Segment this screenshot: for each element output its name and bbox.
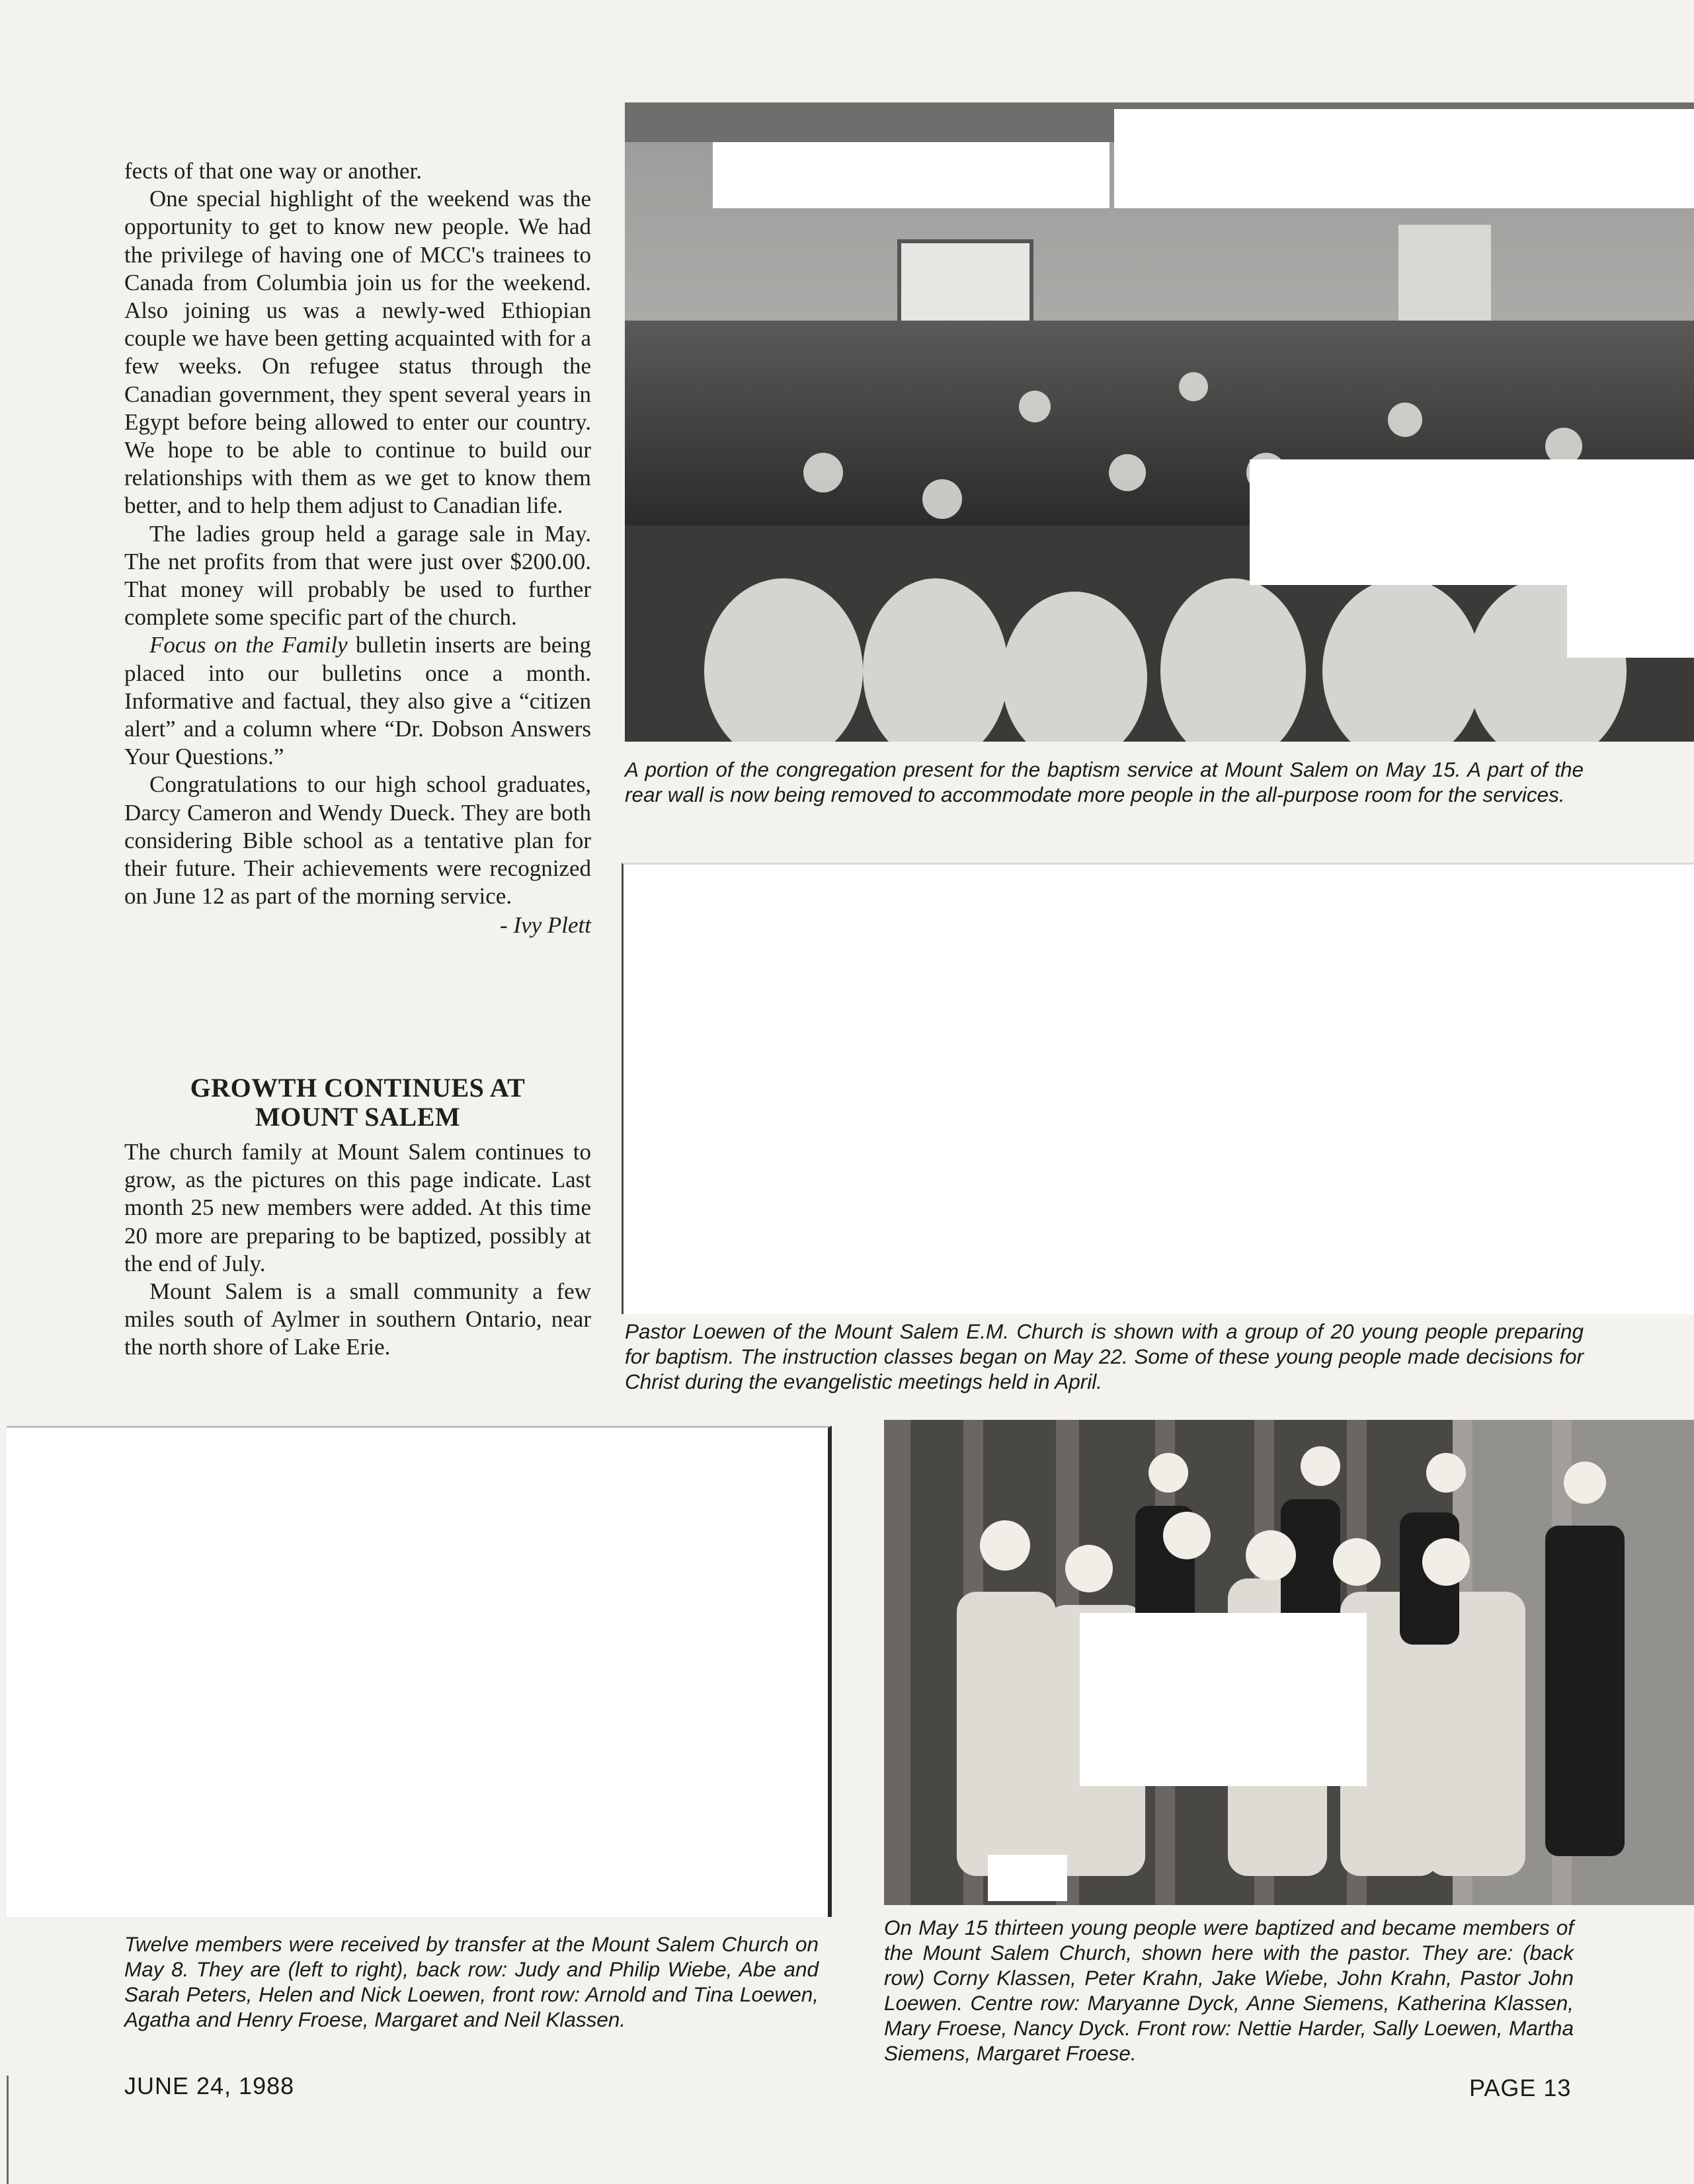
- pastor-group-caption: Pastor Loewen of the Mount Salem E.M. Church is shown with a group of 20 young people preparing for baptism. The instruction classes began on May 22. Some of these young people made decisions for Christ during the evangelistic meetings held in April.: [625, 1319, 1584, 1393]
- transfer-members-photo: [7, 1426, 832, 1917]
- redaction-box: [1250, 459, 1694, 585]
- margin-rule: [7, 2076, 9, 2184]
- article-continuation: [124, 157, 591, 940]
- article-paragraph: fects of that one way or another.: [124, 158, 422, 184]
- redaction-box: [1567, 585, 1694, 658]
- headline-line: MOUNT SALEM: [255, 1102, 461, 1132]
- redaction-box: [1080, 1613, 1367, 1786]
- article-body: [124, 1138, 591, 1362]
- article-paragraph: The ladies group held a garage sale in May. The net profits from that were just over $200.00. That money will probably be used to further complete some specific part of the church.: [124, 520, 591, 631]
- headline-line: GROWTH CONTINUES AT: [190, 1073, 526, 1103]
- article-paragraph: Mount Salem is a small community a few miles south of Aylmer in southern Ontario, near the north shore of Lake Erie.: [124, 1278, 591, 1360]
- transfer-members-caption: Twelve members were received by transfer at the Mount Salem Church on May 8. They are (left to right), back row: Judy and Philip Wiebe, Abe and Sarah Peters, Helen and Nick Loewen, front row: Arnold and Tina Loewen, Agatha and Henry Froese, Margaret and Neil Klassen.: [124, 1932, 819, 2031]
- baptized-group-photo: [884, 1420, 1694, 1905]
- article-paragraph-rest: bulletin inserts are being placed into our bulletins once a month. Informative and factual, they also give a “citizen alert” and a column where “Dr. Dobson Answers Your Questions.”: [124, 632, 591, 770]
- author-signature: - Ivy Plett: [500, 912, 591, 939]
- article-paragraph: Congratulations to our high school graduates, Darcy Cameron and Wendy Dueck. They are both considering Bible school as a tentative plan for their future. Their achievements were recognized on June 12 as part of the morning service.: [124, 771, 591, 910]
- redaction-box: [988, 1855, 1067, 1901]
- article-headline: [124, 1073, 591, 1132]
- pastor-group-photo: [622, 863, 1694, 1314]
- redaction-box: [1114, 109, 1694, 208]
- redaction-box: [713, 142, 1109, 208]
- issue-date: JUNE 24, 1988: [124, 2072, 295, 2099]
- article-paragraph: The church family at Mount Salem continues to grow, as the pictures on this page indicate. Last month 25 new members were added. At this time 20 more are preparing to be baptized, possibly at the end of July.: [124, 1139, 591, 1276]
- page-number: PAGE 13: [1469, 2074, 1572, 2101]
- congregation-photo: [625, 102, 1694, 742]
- congregation-caption: A portion of the congregation present for the baptism service at Mount Salem on May 15. A part of the rear wall is now being removed to accommodate more people in the all-purpose room for the services.: [625, 758, 1584, 806]
- article-paragraph: [124, 631, 591, 771]
- baptized-caption: On May 15 thirteen young people were baptized and became members of the Mount Salem Church, shown here with the pastor. They are: (back row) Corny Klassen, Peter Krahn, Jake Wiebe, John Krahn, Pastor John Loewen. Centre row: Maryanne Dyck, Anne Siemens, Katherina Klassen, Mary Froese, Nancy Dyck. Front row: Nettie Harder, Sally Loewen, Martha Siemens, Margaret Froese.: [884, 1916, 1574, 2065]
- article-paragraph: One special highlight of the weekend was the opportunity to get to know new people. We had the privilege of having one of MCC's trainees to Canada from Columbia join us for the weekend. Also joining us was a newly-wed Ethiopian couple we have been getting acquainted with for a few weeks. On refugee status through the Canadian government, they spent several years in Egypt before being allowed to enter our country. We hope to be able to continue to build our relationships with them as we get to know them better, and to help them adjust to Canadian life.: [124, 186, 591, 519]
- italic-title: Focus on the Family: [149, 632, 348, 658]
